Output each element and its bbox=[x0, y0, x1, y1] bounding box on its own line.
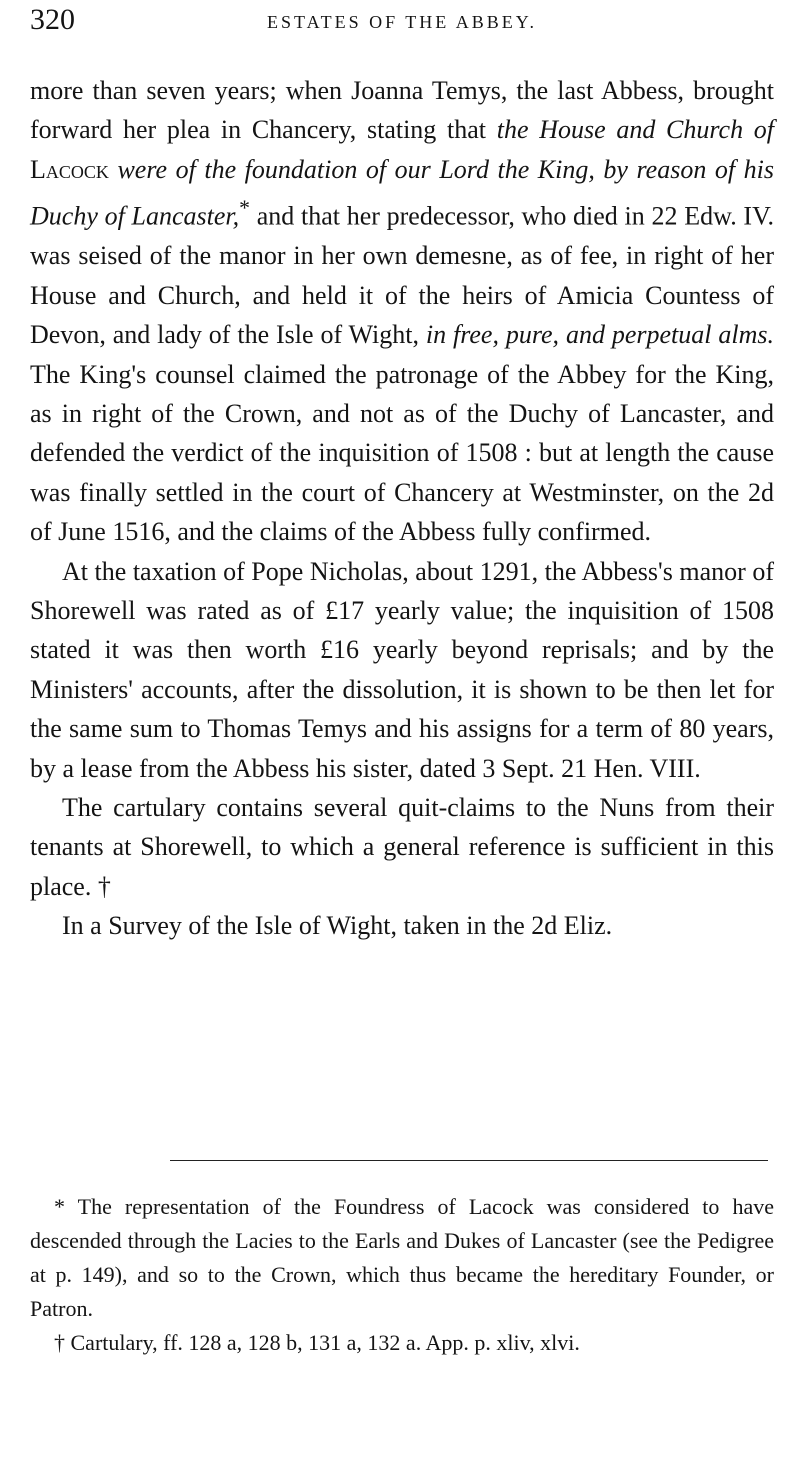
paragraph-1-smallcaps: Lacock bbox=[30, 154, 109, 184]
footnotes bbox=[30, 1190, 774, 1360]
footnote-divider bbox=[170, 1160, 768, 1161]
paragraph-1-italic-a: the House and Church of bbox=[496, 115, 774, 145]
footnote-1: * The representation of the Foundress of Lacock was considered to have descended through the Lacies to the Earls and Dukes of Lancaster (see the Pedigree at p. 149), and so to the Crown, which thus became the hereditary Founder, or Patron. bbox=[30, 1194, 774, 1321]
footnote-marker-asterisk: * bbox=[239, 196, 250, 221]
paragraph-1-text-b: and that her predecessor, who died in 22 Edw. IV. was seised of the manor in her own demesne, as of fee, in right of her House and Church, and held it of the heirs of Amicia Countess of Devon, and lady of the Isle of Wight, bbox=[30, 201, 775, 350]
paragraph-4: In a Survey of the Isle of Wight, taken in the 2d Eliz. bbox=[62, 911, 613, 941]
paragraph-1-text-a: more than seven years; when Joanna Temys, the last Abbess, brought forward her plea in Chancery, stating that bbox=[30, 76, 774, 145]
paragraph-1-text-c: The King's counsel claimed the patronage of the Abbey for the King, as in right of the Crown, and not as of the Duchy of Lancaster, and defended the verdict of the inquisition of 1508 : but at length the cause was finally settled in the court of Chancery at Westminster, on the 2d of June 1516, and the claims of the Abbess fully confirmed. bbox=[30, 359, 774, 547]
page-header bbox=[30, 0, 774, 50]
paragraph-3: The cartulary contains several quit-claims to the Nuns from their tenants at Shorewell, to which a general reference is sufficient in this place. † bbox=[30, 792, 774, 901]
book-page bbox=[30, 0, 775, 1355]
paragraph-1-italic-b: were of the foundation of our Lord the King, by reason of his Duchy of Lancaster, bbox=[30, 154, 774, 231]
paragraph-1 bbox=[30, 71, 774, 552]
main-text bbox=[30, 71, 774, 946]
paragraph-2: At the taxation of Pope Nicholas, about 1291, the Abbess's manor of Shorewell was rated as of £17 yearly value; the inquisition of 1508 stated it was then worth £16 yearly beyond reprisals; and by the Ministers' accounts, after the dissolution, it is shown to be then let for the same sum to Thomas Temys and his assigns for a term of 80 years, by a lease from the Abbess his sister, dated 3 Sept. 21 Hen. VIII. bbox=[30, 556, 774, 783]
paragraph-1-italic-c: in free, pure, and perpetual alms. bbox=[425, 320, 775, 350]
running-head: ESTATES OF THE ABBEY. bbox=[267, 12, 537, 32]
footnote-2: † Cartulary, ff. 128 a, 128 b, 131 a, 132 a. App. p. xliv, xlvi. bbox=[54, 1330, 580, 1355]
page-number: 320 bbox=[30, 3, 75, 36]
